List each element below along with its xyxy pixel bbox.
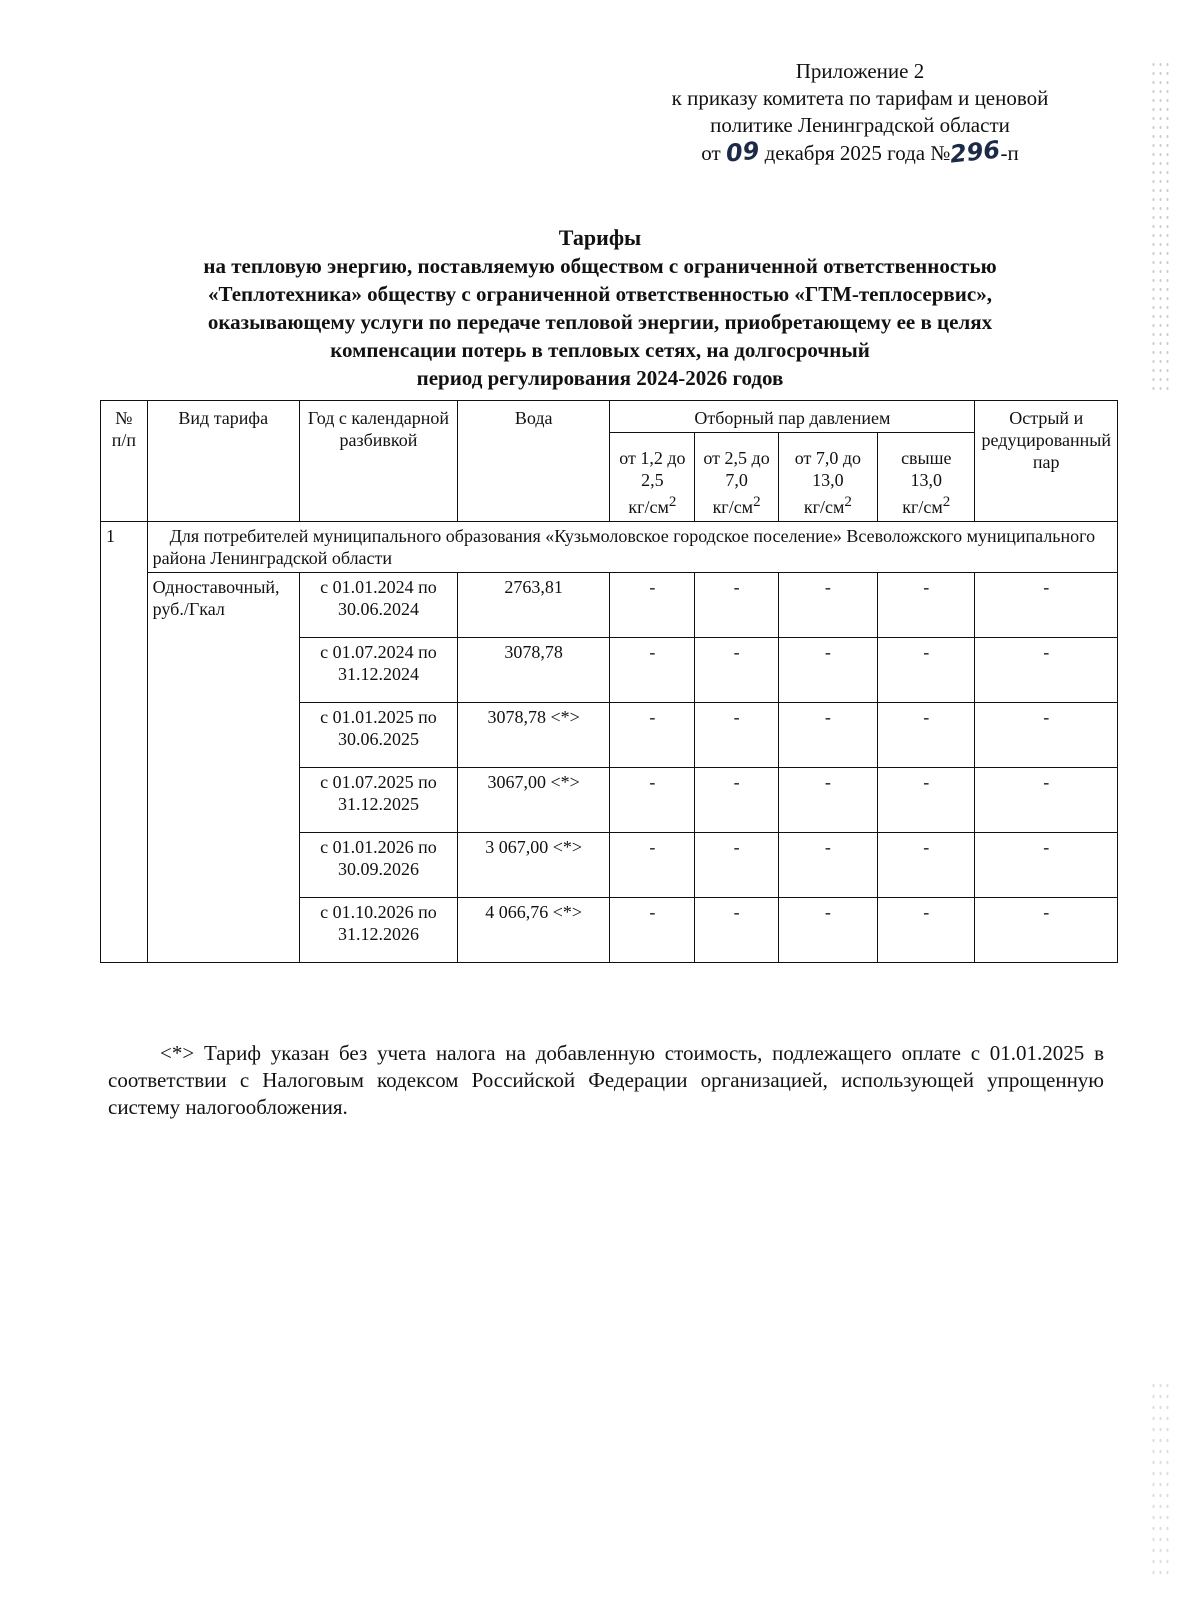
p2-cell: - xyxy=(695,898,778,963)
header-pressure-2 xyxy=(695,433,778,522)
title-line3: «Теплотехника» обществу с ограниченной ответственностью «ГТМ-теплосервис», xyxy=(208,282,992,306)
water-cell: 3078,78 <*> xyxy=(458,703,610,768)
unit-base: кг/см xyxy=(628,497,669,517)
unit-sup: 2 xyxy=(942,494,951,510)
p2-cell: - xyxy=(695,703,778,768)
header-pressure-1 xyxy=(610,433,695,522)
scan-specks-lower xyxy=(1150,1380,1170,1580)
group-number: 1 xyxy=(101,522,148,963)
period-cell: с 01.01.2024 по 30.06.2024 xyxy=(299,573,457,638)
scan-specks xyxy=(1150,60,1170,390)
period-cell: с 01.01.2026 по 30.09.2026 xyxy=(299,833,457,898)
p2-cell: - xyxy=(695,768,778,833)
handwritten-number: 296 xyxy=(949,135,1002,169)
header-pressure-4 xyxy=(878,433,975,522)
p1-cell: - xyxy=(610,833,695,898)
p3-cell: - xyxy=(778,703,877,768)
header-number-sign: № xyxy=(115,408,133,428)
date-prefix: от xyxy=(701,141,721,165)
unit-sup: 2 xyxy=(844,494,852,510)
table-row xyxy=(101,573,1118,638)
sharp-cell: - xyxy=(975,638,1118,703)
p1-cell: - xyxy=(610,768,695,833)
p4-cell: - xyxy=(878,638,975,703)
sharp-cell: - xyxy=(975,768,1118,833)
appendix-header xyxy=(620,58,1100,167)
period-cell: с 01.10.2026 по 31.12.2026 xyxy=(299,898,457,963)
water-cell: 3078,78 xyxy=(458,638,610,703)
p4-cell: - xyxy=(878,573,975,638)
title-line4: оказывающему услуги по передаче тепловой энергии, приобретающему ее в целях xyxy=(207,310,993,334)
unit-base: кг/см xyxy=(902,497,943,517)
header-tariff-type: Вид тарифа xyxy=(147,401,299,522)
p4-cell: - xyxy=(878,768,975,833)
p3-cell: - xyxy=(778,833,877,898)
header-number-pp: п/п xyxy=(111,430,136,450)
p3-cell: - xyxy=(778,898,877,963)
appendix-line2: к приказу комитета по тарифам и ценовой xyxy=(671,86,1049,110)
pressure-unit xyxy=(883,491,969,518)
p1-cell: - xyxy=(610,898,695,963)
p2-cell: - xyxy=(695,573,778,638)
sharp-cell: - xyxy=(975,833,1118,898)
appendix-line1: Приложение 2 xyxy=(795,59,925,83)
title-line5: компенсации потерь в тепловых сетях, на долгосрочный xyxy=(330,338,870,362)
date-middle: декабря 2025 года № xyxy=(764,141,951,165)
water-cell: 4 066,76 <*> xyxy=(458,898,610,963)
p4-cell: - xyxy=(878,833,975,898)
unit-base: кг/см xyxy=(712,497,754,517)
pressure-1-range: от 1,2 до 2,5 xyxy=(619,448,686,490)
pressure-unit xyxy=(615,491,689,518)
p2-cell: - xyxy=(695,833,778,898)
pressure-unit xyxy=(784,491,872,518)
p1-cell: - xyxy=(610,573,695,638)
title-line2: на тепловую энергию, поставляемую обществом с ограниченной ответственностью xyxy=(203,254,997,278)
p3-cell: - xyxy=(778,573,877,638)
p1-cell: - xyxy=(610,703,695,768)
unit-sup: 2 xyxy=(753,494,761,510)
title-line1: Тарифы xyxy=(558,225,642,250)
water-cell: 3 067,00 <*> xyxy=(458,833,610,898)
handwritten-day: 09 xyxy=(724,136,761,168)
document-title xyxy=(120,224,1080,392)
header-sharp-steam: Острый и редуцированный пар xyxy=(975,401,1118,522)
pressure-unit xyxy=(700,491,772,518)
pressure-3-range: от 7,0 до 13,0 xyxy=(794,448,862,490)
pressure-4-range: свыше 13,0 xyxy=(901,448,952,490)
period-cell: с 01.01.2025 по 30.06.2025 xyxy=(299,703,457,768)
water-cell: 2763,81 xyxy=(458,573,610,638)
tariff-label: Одноставочный, руб./Гкал xyxy=(147,573,299,963)
p4-cell: - xyxy=(878,898,975,963)
unit-sup: 2 xyxy=(668,494,677,510)
appendix-line3: политике Ленинградской области xyxy=(710,113,1010,137)
number-suffix: -п xyxy=(1000,141,1019,165)
header-pressure-3 xyxy=(778,433,877,522)
water-cell: 3067,00 <*> xyxy=(458,768,610,833)
sharp-cell: - xyxy=(975,898,1118,963)
sharp-cell: - xyxy=(975,573,1118,638)
sharp-cell: - xyxy=(975,703,1118,768)
tariff-table xyxy=(100,400,1118,963)
header-number xyxy=(101,401,148,522)
header-steam: Отборный пар давлением xyxy=(610,401,975,433)
footnote: <*> Тариф указан без учета налога на добавленную стоимость, подлежащего оплате с 01.01.2025 в соответствии с Налоговым кодексом Российской Федерации организацией, использующей упрощенную систему налогообложения. xyxy=(108,1041,1104,1119)
period-cell: с 01.07.2025 по 31.12.2025 xyxy=(299,768,457,833)
p4-cell: - xyxy=(878,703,975,768)
pressure-2-range: от 2,5 до 7,0 xyxy=(703,448,770,490)
p2-cell: - xyxy=(695,638,778,703)
unit-base: кг/см xyxy=(803,497,845,517)
header-year: Год с календарной разбивкой xyxy=(299,401,457,522)
p3-cell: - xyxy=(778,768,877,833)
p1-cell: - xyxy=(610,638,695,703)
title-line6: период регулирования 2024-2026 годов xyxy=(416,366,784,390)
header-water: Вода xyxy=(458,401,610,522)
group-description: Для потребителей муниципального образования «Кузьмоловское городское поселение» Всеволожского муниципального района Ленинградской области xyxy=(147,522,1117,573)
period-cell: с 01.07.2024 по 31.12.2024 xyxy=(299,638,457,703)
p3-cell: - xyxy=(778,638,877,703)
appendix-date-line xyxy=(620,135,1100,169)
